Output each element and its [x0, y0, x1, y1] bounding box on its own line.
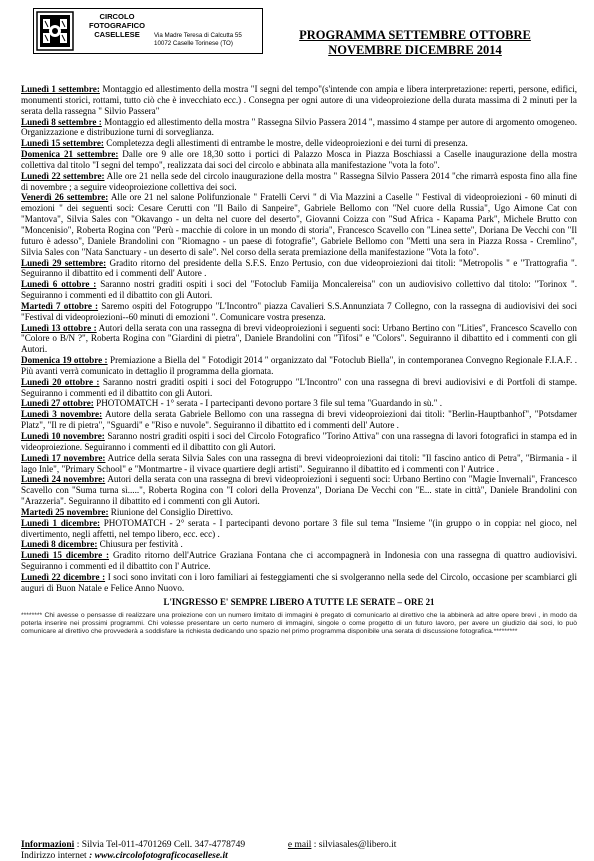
program-entry [21, 409, 577, 431]
entry-text: Premiazione a Biella del " Fotodigit 2014 " organizzato dal "Fotoclub Biella", in contemporanea Convegno Regionale F.I.A.F. . Più avanti verrà comunicato in dettaglio il programma della giornata. [21, 355, 578, 376]
club-logo-box [33, 8, 263, 54]
entry-date: Lunedì 8 settembre : [21, 116, 102, 127]
email-link[interactable]: : silviasales@libero.it [313, 840, 397, 850]
info-label: Informazioni [21, 840, 75, 850]
free-entry-notice: L'INGRESSO E' SEMPRE LIBERO A TUTTE LE SERATE – ORE 21 [163, 596, 435, 607]
club-name-line2: FOTOGRAFICO [89, 21, 145, 30]
entry-text: Saranno nostri graditi ospiti i soci del Circolo Fotografico "Torino Attiva" con una rassegna di lavori fotografici in stampa ed in videoproiezione. Seguiranno i commenti ed il dibattito con gli Autori. [21, 431, 577, 452]
program-entry [21, 572, 577, 594]
entry-text: PHOTOMATCH - 1° serata - I partecipanti devono portare 3 file sul tema "Guardando in sù." . [96, 398, 443, 409]
program-entry [21, 550, 577, 572]
program-entry [21, 171, 577, 193]
entry-date: Lunedì 20 ottobre : [21, 376, 100, 387]
entry-text: Alle ore 21 nel salone Polifunzionale " Fratelli Cervi " di Via Mazzini a Caselle " Festival di videoproiezioni - 60 minuti di emozioni " dei seguenti soci: Cesare Cerutti con "Il Bailo di Sanpeire", Gabriele Bellomo con "Nel cuore della Russia", Ugo Aimone Cat con "Mantova", Silvia Sales con "Okavango - un delta nel cuore del deserto", Giovanni Coizza con "Sud Africa - Kapama Park", Michele Brutto con "Moncenisio", Roberta Rogina con "Perù - macchie di colore in un mondo di storia", Francesco Scavello con "Linea sette", Doriana De Vecchi con "Il futuro è adesso", Daniele Brandolini con "Riomagno - un paese di fotografie", Gabriele Bellomo con "Metti una sera in Piazza Rossa - Cremlino", Silvia Sales con "Nata Sanctuary - un deserto di sale". Nel corso della serata premiazione della manifestazione "Vota la foto". [21, 192, 578, 257]
entry-date: Lunedì 24 novembre: [21, 474, 106, 485]
program-entry [21, 258, 577, 280]
entry-text: Saremo ospiti del Fotogruppo "L'Incontro" piazza Cavalieri S.S.Annunziata 7 Collegno, con la rassegna di audiovisivi dei soci "Festival di videoproiezioni--60 minuti di emozioni ". Comunicare vostra presenza. [21, 300, 578, 322]
program-title-line1: PROGRAMMA SETTEMBRE OTTOBRE [299, 28, 531, 42]
entry-date: Domenica 19 ottobre : [21, 355, 108, 366]
entry-text: Autrice della serata Silvia Sales con una rassegna di brevi videoproiezioni dai titoli: "Il fascino antico di Petra", "Birmania - il lago Inle", "Primary School" e "Montmartre - il vivace quartiere degli artisti". Seguiranno il dibattito ed i commenti con l' Autrice . [21, 452, 577, 474]
program-entry [21, 539, 577, 550]
program-entry [21, 117, 577, 139]
entry-date: Lunedì 3 novembre: [21, 409, 103, 420]
info-line [21, 839, 577, 851]
entry-text: Saranno nostri graditi ospiti i soci del Fotogruppo "L'Incontro" con una rassegna di brevi audiovisivi e di Portfoli di stampe. Seguiranno i commenti ed il dibattito con gli Autori. [21, 376, 578, 398]
program-entry [21, 301, 577, 323]
web-line [21, 851, 577, 861]
program-entry [21, 84, 577, 117]
program-entry [21, 377, 577, 399]
entry-date: Lunedì 1 settembre: [21, 84, 100, 94]
info-contact: : Silvia Tel-011-4701269 Cell. 347-4778749 [76, 840, 246, 850]
entries-list [21, 84, 577, 594]
entry-text: Gradito ritorno del presidente della S.F.S. Enzo Pertusio, con due videoproiezioni dai titoli: "Metropolis " e "Trattografia ". Seguiranno il dibattito ed i commenti dell' Autore . [21, 257, 577, 279]
entry-date: Lunedì 22 settembre: [21, 170, 105, 181]
entry-date: Lunedì 17 novembre: [21, 452, 106, 463]
club-name [82, 12, 152, 39]
entry-text: Chiusura per festività . [99, 539, 183, 550]
program-entry [21, 453, 577, 475]
program-entries [21, 84, 577, 636]
entry-text: Montaggio ed allestimento della mostra "I segni del tempo"(s'intende con ampia e libera interpretazione: reperti, persone, edifici, monumenti storici, rottami, tutto ciò che è invecchiato ecc.) . Consegna per ogni autore di una videoproiezione della durata massima di 2 minuti per la serata della rassegna " Silvio Passera" [21, 84, 578, 116]
entry-date: Martedì 25 novembre: [21, 506, 109, 517]
entry-text: PHOTOMATCH - 2° serata - I partecipanti devono portare 3 file sul tema "Insieme "(in gruppo o in coppia: nel gioco, nel divertimento, negli affetti, nel tempo libero, ecc. ecc) . [21, 517, 578, 539]
entry-date: Lunedì 6 ottobre : [21, 279, 97, 290]
entry-text: Gradito ritorno dell'Autrice Graziana Fontana che ci accompagnerà in Indonesia con una rassegna di quattro audiovisivi. Seguiranno i commenti ed il dibattito con l' Autrice. [21, 550, 578, 572]
entry-text: I soci sono invitati con i loro familiari ai festeggiamenti che si svolgeranno nella sede del Circolo, occasione per scambiarci gli auguri di Buon Natale e Felice Anno Nuovo. [21, 571, 577, 593]
entry-text: Autori della serata con una rassegna di brevi videoproiezioni i seguenti soci: Urbano Bertino con "Lities", Francesco Scavello con "Colore o B/N ?", Roberta Rogina con "Giardini di pietra", Daniele Brandolini con "Tifosi" e "Colors". Seguiranno il dibattito ed i commenti con gli Autori. [21, 322, 577, 355]
web-link[interactable]: : www.circolofotograficocasellese.it [89, 851, 228, 861]
entry-text: Autore della serata Gabriele Bellomo con una rassegna di brevi videoproiezioni dai titoli: "Berlin-Hauptbanhof", "Potsdamer Platz", "Il re di pietra", "Sguardi" e "Riso e nuvole". Seguiranno il dibattito ed i commenti dell' Autore . [21, 409, 577, 431]
program-entry [21, 474, 577, 507]
entry-date: Martedì 7 ottobre : [21, 300, 99, 311]
camera-emblem-icon [36, 11, 74, 51]
entry-date: Lunedì 13 ottobre : [21, 322, 97, 333]
entry-text: Completezza degli allestimenti di entrambe le mostre, delle videoproiezioni e dei turni di presenza. [106, 138, 468, 149]
program-title-line2: NOVEMBRE DICEMBRE 2014 [328, 43, 502, 57]
program-entry [21, 192, 577, 257]
header [0, 0, 594, 82]
entry-text: Montaggio ed allestimento della mostra " Rassegna Silvio Passera 2014 ", massimo 4 stampe per autore di argomento omogeneo. Organizzazione e distribuzione turni di sorveglianza. [21, 116, 578, 138]
program-entry [21, 431, 577, 453]
club-address [154, 32, 260, 47]
program-entry [21, 398, 577, 409]
entry-text: Riunione del Consiglio Direttivo. [110, 506, 233, 517]
entry-date: Lunedì 15 settembre: [21, 138, 104, 149]
program-entry [21, 507, 577, 518]
program-entry [21, 138, 577, 149]
entry-text: Saranno nostri graditi ospiti i soci del "Fotoclub Famiija Moncalereisa" con un audiovisivo collettivo dal titolo: "Torinox ". Seguiranno i commenti ed il dibattito con gli Autori. [21, 279, 577, 301]
email-label: e mail [287, 840, 312, 850]
entry-date: Lunedì 22 dicembre : [21, 571, 106, 582]
entry-date: Lunedì 10 novembre: [21, 431, 105, 441]
entry-date: Venerdì 26 settembre: [21, 192, 109, 203]
entry-date: Lunedì 15 dicembre : [21, 550, 110, 561]
club-name-line3: CASELLESE [94, 30, 140, 39]
club-address-line1: Via Madre Teresa di Calcutta 55 [154, 32, 242, 39]
program-entry [21, 518, 577, 540]
entry-text: Alle ore 21 nella sede del circolo inaugurazione della mostra " Rassegna Silvio Passera 2014 "che rimarrà esposta fino alla fine di novembre ; a seguire videoproiezione collettiva dei soci. [21, 170, 577, 192]
program-entry [21, 279, 577, 301]
entry-date: Lunedì 27 ottobre: [21, 398, 94, 409]
entry-date: Lunedì 1 dicembre: [21, 517, 101, 528]
entry-date: Domenica 21 settembre: [21, 149, 119, 160]
club-name-line1: CIRCOLO [99, 12, 135, 21]
entry-date: Lunedì 8 dicembre: [21, 539, 98, 550]
program-entry [21, 355, 577, 377]
entry-date: Lunedì 29 settembre: [21, 257, 107, 268]
program-entry [21, 323, 577, 356]
footnote: ******** Chi avesse o pensasse di realizzare una proiezione con un numero limitato di immagini è pregato di comunicarlo al direttivo che la abbinerà ad altre opere brevi , in modo da poterla inserire nei prossimi programmi. Chi volesse presentare un certo numero di immagini, singole o come progetto di un futuro lavoro, per avere un giudizio dai soci, lo può comunicare al direttivo che provvederà a soddisfare la richiesta dedicando uno spazio nel primo programma disponibile una serata di discussione fotografica.********* [21, 611, 577, 636]
program-title [285, 28, 545, 58]
entry-text: Autori della serata con una rassegna di brevi videoproiezioni i seguenti soci: Urbano Bertino con "Magie Invernali", Francesco Scavello con "Suma turna sì.....", Roberta Rogina con "I colori della Provenza", Doriana De Vecchi con "E... state in città", Daniele Brandolini con "Arazzeria". Seguiranno il dibattito ed i commenti con gli Autori. [21, 474, 577, 507]
entry-text: Dalle ore 9 alle ore 18,30 sotto i portici di Palazzo Mosca in Piazza Boschiassi a Caselle inaugurazione della mostra collettiva dal titolo "I segni del tempo", realizzata dai soci del circolo e abbinata alla manifestazione "vota la foto". [21, 149, 578, 170]
web-label: Indirizzo internet [21, 851, 87, 861]
club-address-line2: 10072 Caselle Torinese (TO) [154, 39, 233, 47]
program-entry [21, 149, 577, 171]
